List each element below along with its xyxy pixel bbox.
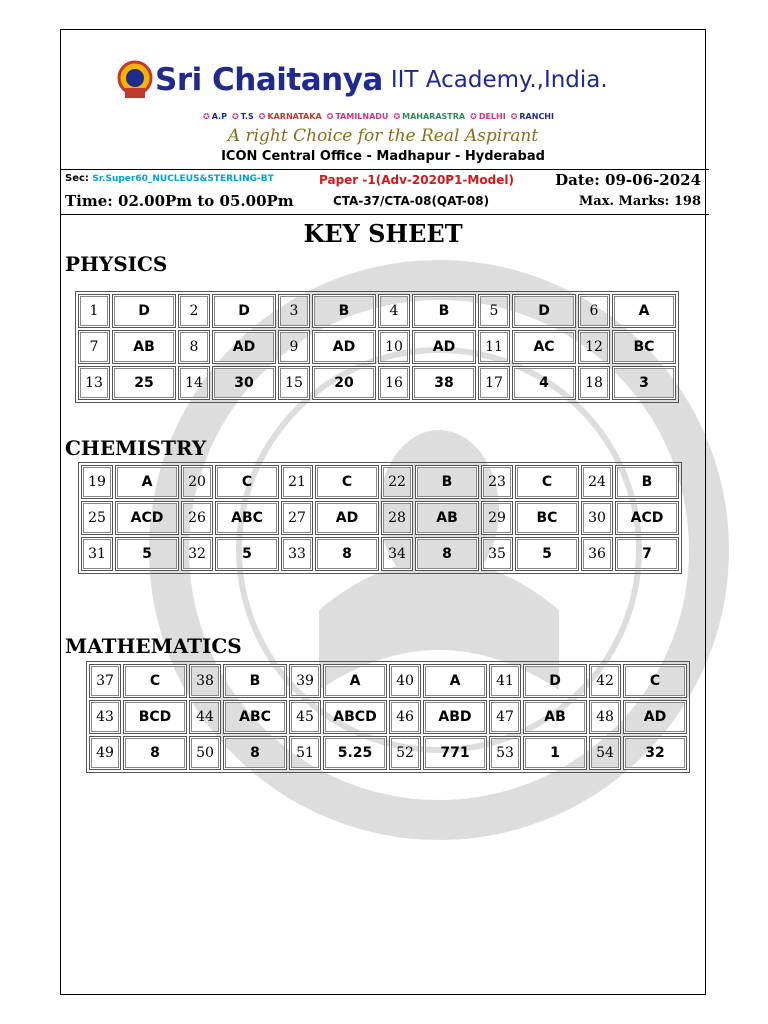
question-number: 40 [389, 664, 421, 698]
state-name: T.S [240, 112, 254, 121]
answer-key: AD [315, 501, 379, 535]
table-row [89, 664, 687, 698]
answer-key: ABC [223, 700, 287, 734]
question-number: 34 [381, 537, 413, 571]
answer-key: C [123, 664, 187, 698]
question-number: 30 [581, 501, 613, 535]
answer-key: ABCD [323, 700, 387, 734]
question-number: 38 [189, 664, 221, 698]
answer-table-physics [75, 291, 679, 403]
question-number: 46 [389, 700, 421, 734]
state-name: MAHARASTRA [402, 112, 466, 121]
question-number: 11 [478, 330, 510, 364]
answer-key: A [323, 664, 387, 698]
exam-time: Time: 02.00Pm to 05.00Pm [65, 192, 294, 210]
brand-name: Sri Chaitanya [155, 62, 383, 98]
question-number: 19 [81, 465, 113, 499]
answer-key: ABD [423, 700, 487, 734]
office-address: ICON Central Office - Madhapur - Hyderabad [221, 149, 545, 164]
answer-key: A [115, 465, 179, 499]
question-number: 3 [278, 294, 310, 328]
state-bullet-icon: ✪ [258, 112, 266, 121]
section-value: Sr.Super60_NUCLEUS&STERLING-BT [92, 174, 274, 184]
answer-key: 5 [215, 537, 279, 571]
section-title-mathematics: MATHEMATICS [65, 634, 242, 658]
question-number: 9 [278, 330, 310, 364]
question-number: 48 [589, 700, 621, 734]
state-name: KARNATAKA [267, 112, 322, 121]
state-bullet-icon: ✪ [393, 112, 401, 121]
question-number: 53 [489, 736, 521, 770]
section-info [65, 173, 274, 184]
question-number: 41 [489, 664, 521, 698]
answer-key: ABC [215, 501, 279, 535]
question-number: 5 [478, 294, 510, 328]
answer-key: D [112, 294, 176, 328]
question-number: 8 [178, 330, 210, 364]
question-number: 36 [581, 537, 613, 571]
section-title-chemistry: CHEMISTRY [65, 436, 207, 460]
answer-key: A [423, 664, 487, 698]
answer-key: C [623, 664, 687, 698]
answer-key: B [223, 664, 287, 698]
state-name: A.P [211, 112, 227, 121]
section-label: Sec: [65, 173, 89, 184]
question-number: 32 [181, 537, 213, 571]
table-row [81, 465, 679, 499]
answer-key: AD [412, 330, 476, 364]
question-number: 14 [178, 366, 210, 400]
question-number: 10 [378, 330, 410, 364]
logo-row [117, 60, 608, 100]
brand-subtitle: IIT Academy.,India. [390, 67, 608, 93]
table-row [78, 366, 676, 400]
answer-key: 5.25 [323, 736, 387, 770]
question-number: 43 [89, 700, 121, 734]
answer-key: 5 [515, 537, 579, 571]
question-number: 26 [181, 501, 213, 535]
table-row [81, 501, 679, 535]
table-row [81, 537, 679, 571]
question-number: 29 [481, 501, 513, 535]
question-number: 24 [581, 465, 613, 499]
answer-key: D [523, 664, 587, 698]
question-number: 31 [81, 537, 113, 571]
question-number: 12 [578, 330, 610, 364]
question-number: 6 [578, 294, 610, 328]
answer-key: 3 [612, 366, 676, 400]
question-number: 47 [489, 700, 521, 734]
state-bullet-icon: ✪ [470, 112, 477, 121]
answer-key: B [415, 465, 479, 499]
tagline: A right Choice for the Real Aspirant [227, 126, 539, 146]
answer-key: AB [523, 700, 587, 734]
answer-key: 8 [123, 736, 187, 770]
question-number: 4 [378, 294, 410, 328]
answer-key: 25 [112, 366, 176, 400]
answer-key: B [412, 294, 476, 328]
answer-key: 32 [623, 736, 687, 770]
answer-key: D [512, 294, 576, 328]
question-number: 18 [578, 366, 610, 400]
question-number: 7 [78, 330, 110, 364]
max-marks: Max. Marks: 198 [578, 194, 701, 209]
answer-key: B [312, 294, 376, 328]
answer-key: 4 [512, 366, 576, 400]
state-name: DELHI [478, 112, 506, 121]
question-number: 16 [378, 366, 410, 400]
answer-key: 771 [423, 736, 487, 770]
question-number: 25 [81, 501, 113, 535]
answer-key: C [215, 465, 279, 499]
question-number: 22 [381, 465, 413, 499]
answer-key: BCD [123, 700, 187, 734]
answer-key: AD [312, 330, 376, 364]
question-number: 28 [381, 501, 413, 535]
question-number: 44 [189, 700, 221, 734]
question-number: 54 [589, 736, 621, 770]
question-number: 45 [289, 700, 321, 734]
question-number: 17 [478, 366, 510, 400]
table-row [78, 294, 676, 328]
state-bullet-icon: ✪ [510, 112, 518, 121]
page-title: KEY SHEET [303, 219, 463, 248]
answer-key: 38 [412, 366, 476, 400]
question-number: 52 [389, 736, 421, 770]
key-sheet-page [60, 29, 706, 995]
state-bullet-icon: ✪ [203, 112, 210, 121]
answer-key: B [615, 465, 679, 499]
answer-table-mathematics [86, 661, 690, 773]
answer-key: C [315, 465, 379, 499]
exam-info-bar [61, 169, 709, 215]
state-list [201, 112, 557, 121]
question-number: 27 [281, 501, 313, 535]
answer-key: BC [515, 501, 579, 535]
answer-key: 30 [212, 366, 276, 400]
paper-info: Paper -1(Adv-2020P1-Model) [319, 173, 514, 187]
answer-key: 5 [115, 537, 179, 571]
question-number: 35 [481, 537, 513, 571]
answer-key: 8 [415, 537, 479, 571]
question-number: 51 [289, 736, 321, 770]
question-number: 21 [281, 465, 313, 499]
state-bullet-icon: ✪ [326, 112, 334, 121]
question-number: 1 [78, 294, 110, 328]
answer-key: AC [512, 330, 576, 364]
answer-key: AB [112, 330, 176, 364]
answer-key: 7 [615, 537, 679, 571]
question-number: 49 [89, 736, 121, 770]
table-row [78, 330, 676, 364]
answer-key: C [515, 465, 579, 499]
table-row [89, 700, 687, 734]
question-number: 33 [281, 537, 313, 571]
answer-key: 1 [523, 736, 587, 770]
answer-key: BC [612, 330, 676, 364]
question-number: 20 [181, 465, 213, 499]
state-name: TAMILNADU [335, 112, 389, 121]
table-row [89, 736, 687, 770]
answer-key: AB [415, 501, 479, 535]
question-number: 15 [278, 366, 310, 400]
answer-table-chemistry [78, 462, 682, 574]
state-name: RANCHI [519, 112, 554, 121]
answer-key: A [612, 294, 676, 328]
test-code: CTA-37/CTA-08(QAT-08) [333, 194, 490, 208]
exam-date: Date: 09-06-2024 [555, 171, 701, 189]
answer-key: AD [212, 330, 276, 364]
question-number: 2 [178, 294, 210, 328]
answer-key: 20 [312, 366, 376, 400]
question-number: 13 [78, 366, 110, 400]
answer-key: ACD [115, 501, 179, 535]
answer-key: 8 [315, 537, 379, 571]
question-number: 39 [289, 664, 321, 698]
question-number: 50 [189, 736, 221, 770]
answer-key: ACD [615, 501, 679, 535]
section-title-physics: PHYSICS [65, 252, 168, 276]
academy-logo-icon [117, 60, 153, 100]
answer-key: AD [623, 700, 687, 734]
answer-key: D [212, 294, 276, 328]
state-bullet-icon: ✪ [231, 112, 239, 121]
question-number: 42 [589, 664, 621, 698]
question-number: 23 [481, 465, 513, 499]
question-number: 37 [89, 664, 121, 698]
answer-key: 8 [223, 736, 287, 770]
